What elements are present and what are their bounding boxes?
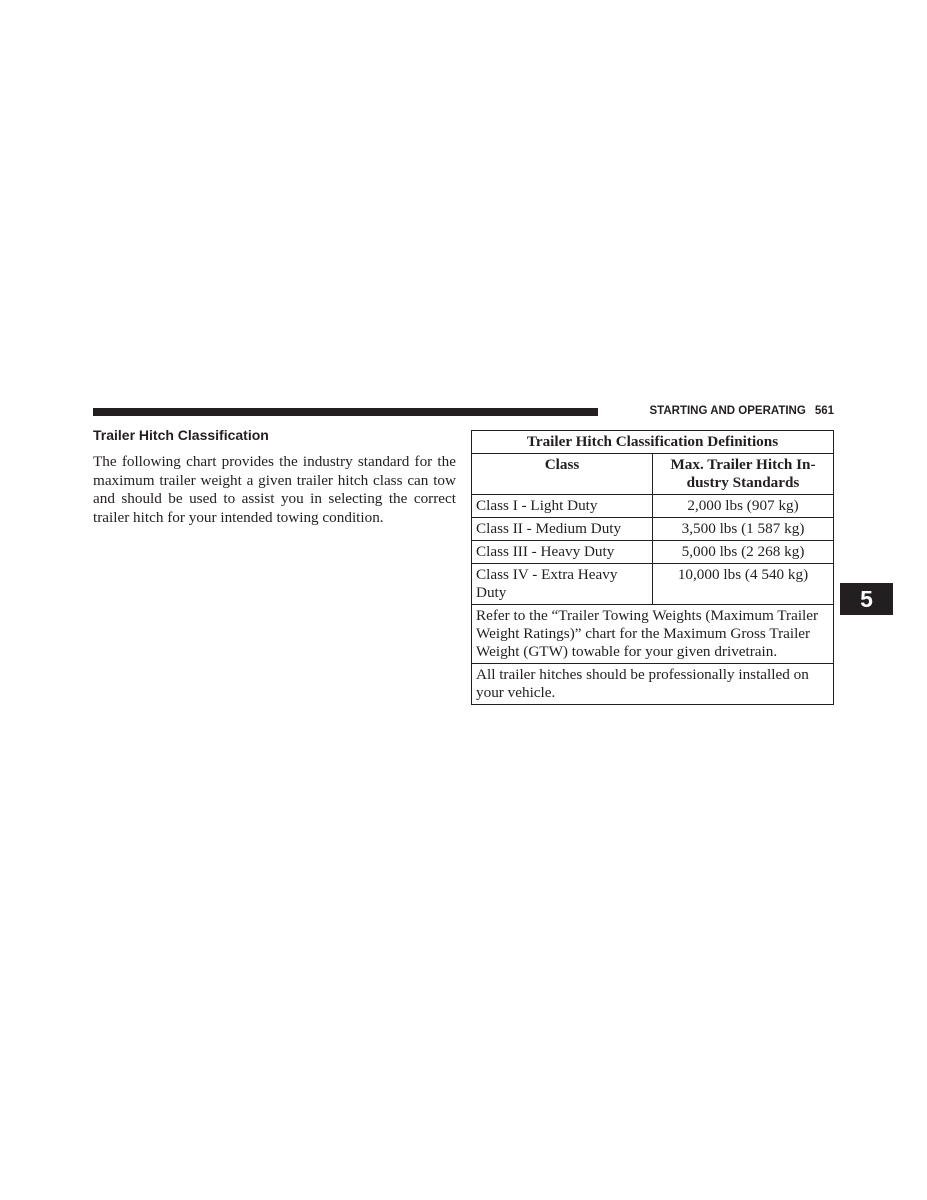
- hitch-classification-table: [471, 430, 834, 705]
- table-note-row: [472, 664, 834, 705]
- page-number: 561: [814, 405, 834, 417]
- table-row: [472, 564, 834, 605]
- body-paragraph: The following chart provides the industry standard for the maximum trailer weight a given trailer hitch class can tow and should be used to assist you in selecting the correct trailer hitch for your intended towing condition.: [93, 453, 456, 526]
- section-name: STARTING AND OPERATING: [649, 405, 806, 417]
- table-title: Trailer Hitch Classification Definitions: [472, 431, 834, 454]
- table-row: [472, 495, 834, 518]
- class-cell: Class II - Medium Duty: [472, 518, 653, 541]
- header-rule: [93, 408, 598, 416]
- weight-cell: 3,500 lbs (1 587 kg): [653, 518, 834, 541]
- class-cell: Class IV - Extra Heavy Duty: [472, 564, 653, 605]
- table-header-row: [472, 454, 834, 495]
- weight-cell: 5,000 lbs (2 268 kg): [653, 541, 834, 564]
- weight-cell: 2,000 lbs (907 kg): [653, 495, 834, 518]
- table-row: [472, 518, 834, 541]
- column-header-class: Class: [472, 454, 653, 495]
- chapter-tab: 5: [840, 583, 893, 615]
- class-cell: Class I - Light Duty: [472, 495, 653, 518]
- running-head: [606, 405, 834, 417]
- table-note-row: [472, 605, 834, 664]
- table-note: Refer to the “Trailer Towing Weights (Maximum Trailer Weight Ratings)” chart for the Maximum Gross Trailer Weight (GTW) towable for your given drivetrain.: [472, 605, 834, 664]
- section-title: Trailer Hitch Classification: [93, 427, 269, 443]
- table-title-row: [472, 431, 834, 454]
- class-cell: Class III - Heavy Duty: [472, 541, 653, 564]
- column-header-max-weight: Max. Trailer Hitch In-dustry Standards: [653, 454, 834, 495]
- table-row: [472, 541, 834, 564]
- weight-cell: 10,000 lbs (4 540 kg): [653, 564, 834, 605]
- table-note: All trailer hitches should be professionally installed on your vehicle.: [472, 664, 834, 705]
